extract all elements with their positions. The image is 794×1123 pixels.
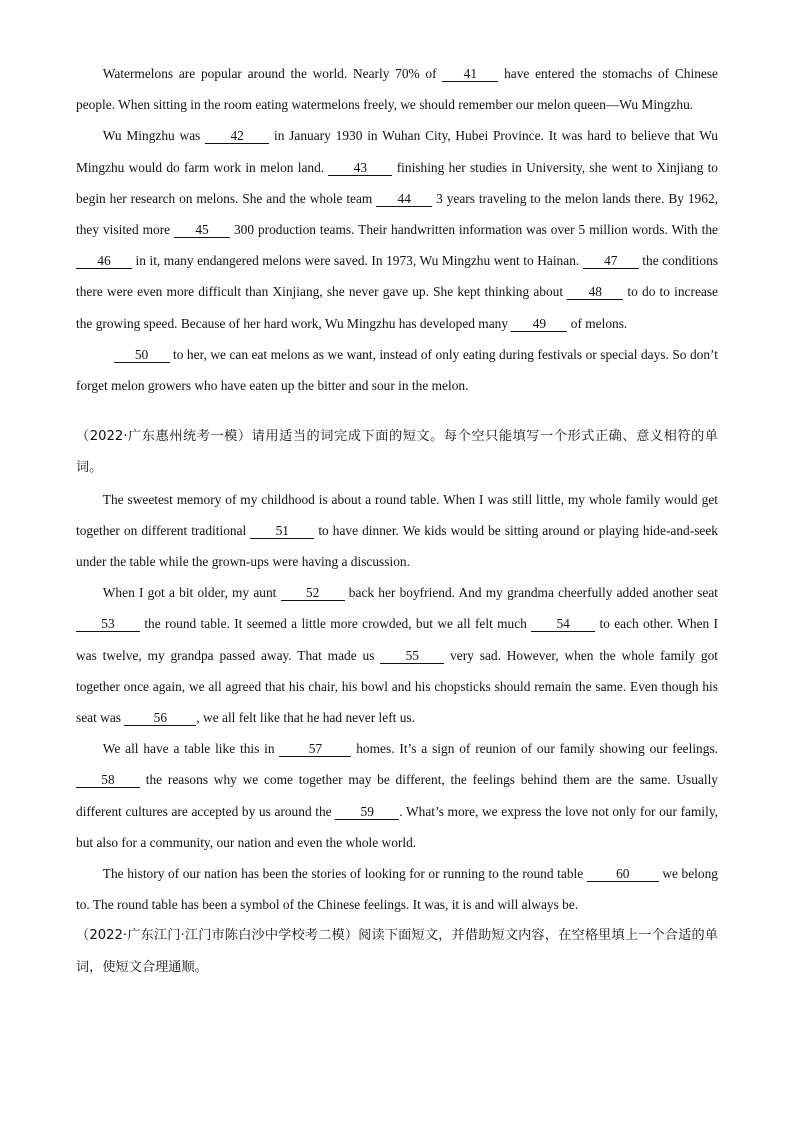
- text: The sweetest memory of my childhood is about a round table. When I was still little, my whole family would get together on different traditional: [76, 491, 718, 538]
- blank-54[interactable]: 54: [531, 616, 595, 632]
- spacer: [76, 401, 718, 421]
- text: Wu Mingzhu was: [102, 128, 206, 144]
- text: very sad. However, when the whole family got together once again, we all agreed that his chair, his bowl and his chopsticks should remain the same. Even though his seat was: [76, 647, 718, 726]
- text: finishing her studies in University, she went to Xinjiang to begin her research on melons. She and the whole team: [76, 159, 718, 206]
- text: The history of our nation has been the stories of looking for or running to the round table: [102, 866, 587, 882]
- text: in January 1930 in Wuhan City, Hubei Province. It was hard to believe that Wu Mingzhu would do farm work in melon land.: [76, 128, 718, 175]
- blank-59[interactable]: 59: [335, 804, 399, 820]
- passage2-paragraph-1: [76, 484, 718, 578]
- text: . What’s more, we express the love not only for our family, but also for a community, our nation and even the whole world.: [76, 803, 718, 850]
- blank-48[interactable]: 48: [567, 284, 623, 300]
- passage2-paragraph-2: [76, 577, 718, 733]
- text: 300 production teams. Their handwritten information was over 5 million words. With the: [230, 222, 718, 238]
- section2-instruction: （2022·广东惠州统考一模）请用适当的词完成下面的短文。每个空只能填写一个形式正确、意义相符的单词。: [76, 429, 718, 476]
- text: the conditions there were even more difficult than Xinjiang, she never gave up. She kept thinking about: [76, 253, 718, 300]
- blank-50[interactable]: 50: [114, 347, 170, 363]
- blank-46[interactable]: 46: [76, 253, 132, 269]
- blank-56[interactable]: 56: [124, 710, 196, 726]
- section3-instruction: （2022·广东江门·江门市陈白沙中学校考二模）阅读下面短文，并借助短文内容，在空格里填上一个合适的单词，使短文合理通顺。: [76, 928, 718, 975]
- text: 3 years traveling to the melon lands there. By 1962, they visited more: [76, 190, 718, 238]
- text: Watermelons are popular around the world. Nearly 70% of: [102, 66, 443, 81]
- text: to her, we can eat melons as we want, instead of only eating during festivals or special days. So don’t forget melon growers who have eaten up the bitter and sour in the melon.: [76, 346, 718, 394]
- blank-44[interactable]: 44: [376, 191, 432, 207]
- blank-41[interactable]: 41: [442, 66, 498, 82]
- text: to each other. When I was twelve, my grandpa passed away. That made us: [76, 616, 718, 663]
- passage1-paragraph-2: [76, 120, 718, 338]
- text: in it, many endangered melons were saved. In 1973, Wu Mingzhu went to Hainan.: [132, 253, 583, 269]
- text: we belong to. The round table has been a symbol of the Chinese feelings. It was, it is and will always be.: [76, 866, 718, 913]
- blank-51[interactable]: 51: [250, 523, 314, 539]
- text: to have dinner. We kids would be sitting around or playing hide-and-seek under the table while the grown-ups were having a discussion.: [76, 522, 718, 570]
- passage1-paragraph-1: [76, 58, 718, 120]
- text: We all have a table like this in: [102, 741, 280, 757]
- blank-42[interactable]: 42: [205, 128, 269, 144]
- text: , we all felt like that he had never left us.: [196, 710, 415, 726]
- blank-49[interactable]: 49: [511, 316, 567, 332]
- text: of melons.: [567, 315, 628, 331]
- text: the reasons why we come together may be different, the feelings behind them are the same. Usually different cultures are accepted by us around the: [76, 772, 718, 819]
- passage2-paragraph-4: [76, 858, 718, 920]
- text: to do to increase the growing speed. Because of her hard work, Wu Mingzhu has developed many: [76, 284, 718, 331]
- blank-55[interactable]: 55: [380, 648, 444, 664]
- passage1-paragraph-3: [76, 339, 718, 401]
- blank-43[interactable]: 43: [328, 160, 392, 176]
- text: the round table. It seemed a little more crowded, but we all felt much: [140, 616, 532, 632]
- passage2-paragraph-3: [76, 733, 718, 858]
- blank-52[interactable]: 52: [281, 585, 345, 601]
- blank-45[interactable]: 45: [174, 222, 230, 238]
- text: have entered the stomachs of Chinese people. When sitting in the room eating watermelons freely, we should remember our melon queen—Wu Mingzhu.: [76, 66, 718, 113]
- blank-58[interactable]: 58: [76, 772, 140, 788]
- text: back her boyfriend. And my grandma cheerfully added another seat: [344, 585, 718, 601]
- text: When I got a bit older, my aunt: [102, 585, 281, 601]
- blank-53[interactable]: 53: [76, 616, 140, 632]
- blank-60[interactable]: 60: [587, 866, 659, 882]
- text: homes. It’s a sign of reunion of our family showing our feelings.: [351, 741, 719, 757]
- blank-57[interactable]: 57: [279, 741, 351, 757]
- blank-47[interactable]: 47: [583, 253, 639, 269]
